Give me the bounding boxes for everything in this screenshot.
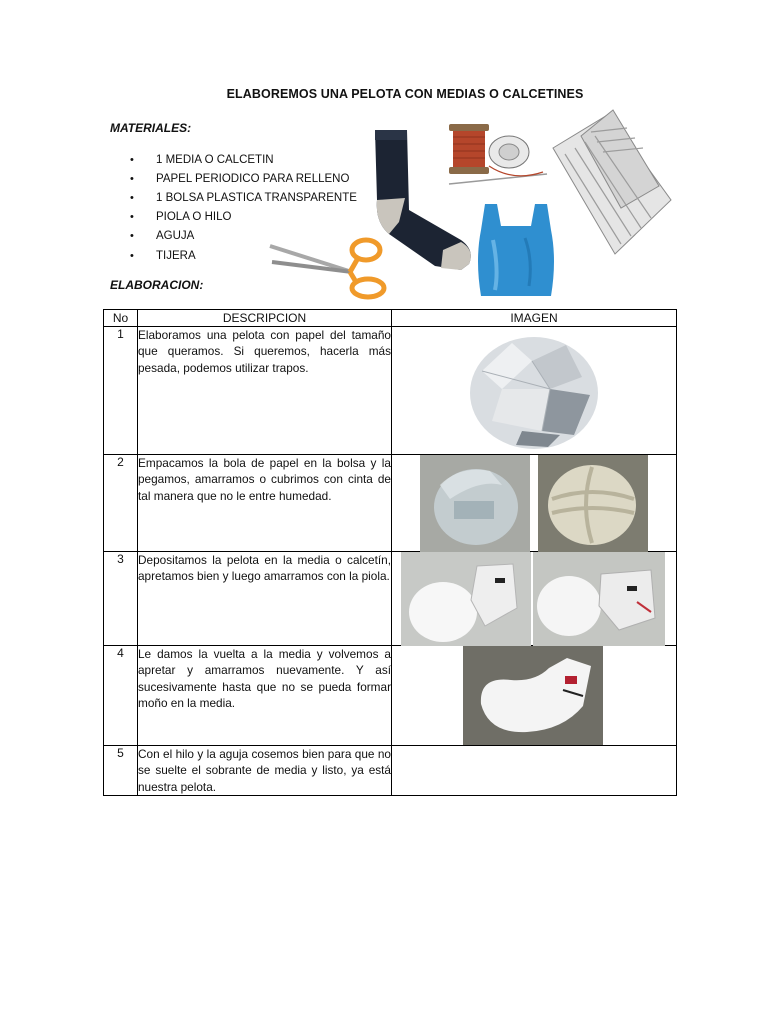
- material-label: 1 BOLSA PLASTICA TRANSPARENTE: [156, 191, 357, 204]
- newspaper-image: [551, 108, 673, 258]
- bullet-icon: •: [130, 172, 134, 185]
- step-number: 5: [104, 746, 138, 796]
- table-row: [104, 552, 677, 646]
- bullet-icon: •: [130, 191, 134, 204]
- step-image-cell: [392, 646, 677, 746]
- thread-spool-image: [443, 122, 553, 190]
- step-image-cell: [392, 327, 677, 455]
- table-row: [104, 455, 677, 552]
- elaboration-heading: ELABORACION:: [110, 278, 204, 292]
- step-description: Empacamos la bola de papel en la bolsa y la pegamos, amarramos o cubrimos con cinta de tal manera que no le entre humedad.: [138, 455, 392, 552]
- bullet-icon: •: [130, 230, 134, 243]
- paper-ball-photo: [462, 331, 604, 451]
- plastic-bag-image: [475, 200, 557, 302]
- bullet-icon: •: [130, 249, 134, 262]
- table-row: [104, 746, 677, 796]
- taped-ball-photo: [538, 455, 648, 552]
- header-no: No: [104, 310, 138, 327]
- step-description: Le damos la vuelta a la media y volvemos a apretar y amarramos nuevamente. Y así sucesivamente hasta que no se pueda formar moño en la media.: [138, 646, 392, 746]
- header-image: IMAGEN: [392, 310, 677, 327]
- step-number: 4: [104, 646, 138, 746]
- header-description: DESCRIPCION: [138, 310, 392, 327]
- material-label: 1 MEDIA O CALCETIN: [156, 153, 274, 166]
- bullet-icon: •: [130, 153, 134, 166]
- step-image-cell: [392, 552, 677, 646]
- sock-on-ball-photo: [533, 552, 665, 646]
- scissors-image: [268, 232, 392, 300]
- ball-with-sock-photo: [401, 552, 531, 646]
- table-row: [104, 646, 677, 746]
- material-label: PAPEL PERIODICO PARA RELLENO: [156, 172, 350, 185]
- step-number: 1: [104, 327, 138, 455]
- document-title: ELABOREMOS UNA PELOTA CON MEDIAS O CALCETINES: [226, 87, 584, 101]
- list-item: [130, 150, 357, 169]
- material-label: PIOLA O HILO: [156, 211, 232, 224]
- table-header-row: [104, 310, 677, 327]
- materials-heading: MATERIALES:: [110, 121, 192, 135]
- wrapped-ball-photo: [463, 646, 603, 745]
- table-row: [104, 327, 677, 455]
- step-description: Depositamos la pelota en la media o calcetín, apretamos bien y luego amarramos con la piola.: [138, 552, 392, 646]
- list-item: [130, 169, 357, 188]
- step-number: 2: [104, 455, 138, 552]
- list-item: [130, 208, 357, 227]
- steps-table: [103, 309, 677, 796]
- list-item: [130, 188, 357, 207]
- step-description: Con el hilo y la aguja cosemos bien para que no se suelte el sobrante de media y listo, ya está nuestra pelota.: [138, 747, 391, 794]
- step-description: Elaboramos una pelota con papel del tamaño que queramos. Si queremos, hacerla más pesada, podemos utilizar trapos.: [138, 327, 392, 455]
- step-number: 3: [104, 552, 138, 646]
- step-image-cell: [392, 455, 677, 552]
- material-label: TIJERA: [156, 249, 196, 262]
- step-image-cell: [392, 746, 677, 796]
- bagged-ball-photo: [420, 455, 530, 552]
- bullet-icon: •: [130, 211, 134, 224]
- material-label: AGUJA: [156, 230, 195, 243]
